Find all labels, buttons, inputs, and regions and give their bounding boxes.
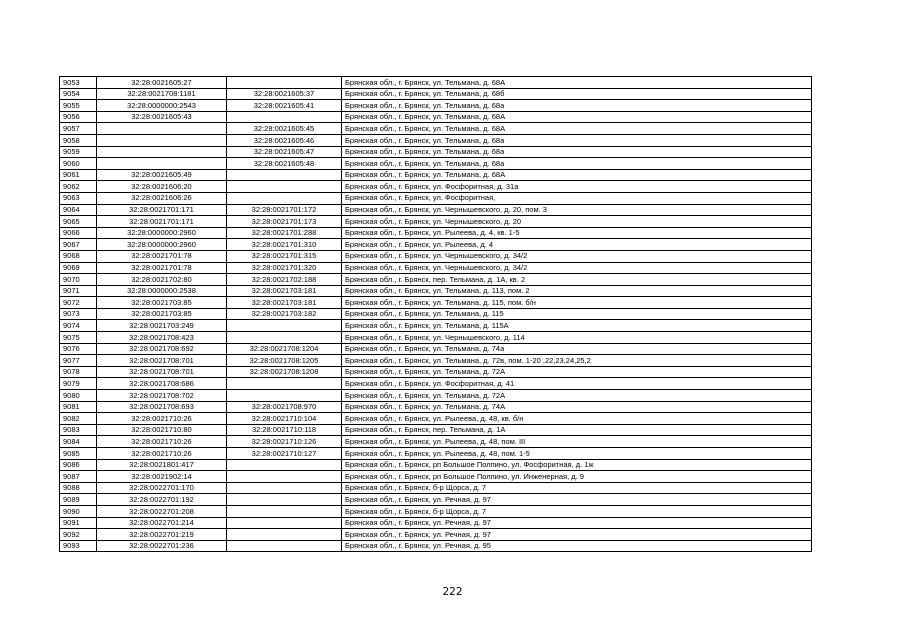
table-row (60, 436, 812, 448)
address-cell: Брянская обл., г. Брянск, ул. Тельмана, д. 72А (342, 366, 812, 378)
cadastral-number-cell: 32:28:0000000:2960 (97, 227, 227, 239)
record-number-cell: 9077 (60, 355, 97, 367)
record-number-cell: 9059 (60, 146, 97, 158)
related-cadastral-number-cell (227, 505, 342, 517)
related-cadastral-number-cell: 32:28:0021703:182 (227, 308, 342, 320)
table-row (60, 529, 812, 541)
table-row (60, 204, 812, 216)
cadastral-number-cell: 32:28:0021702:80 (97, 274, 227, 286)
related-cadastral-number-cell (227, 529, 342, 541)
table-row (60, 482, 812, 494)
cadastral-number-cell: 32:28:0021703:249 (97, 320, 227, 332)
address-cell: Брянская обл., г. Брянск, ул. Чернышевского, д. 20 (342, 216, 812, 228)
record-number-cell: 9056 (60, 111, 97, 123)
table-row (60, 100, 812, 112)
cadastral-number-cell: 32:28:0000000:2960 (97, 239, 227, 251)
cadastral-number-cell: 32:28:0021703:85 (97, 297, 227, 309)
page-number: 222 (442, 586, 463, 598)
related-cadastral-number-cell (227, 111, 342, 123)
related-cadastral-number-cell (227, 169, 342, 181)
cadastral-number-cell: 32:28:0021606:26 (97, 192, 227, 204)
address-cell: Брянская обл., г. Брянск, ул. Тельмана, д. 68А (342, 123, 812, 135)
table-row (60, 332, 812, 344)
table-row (60, 250, 812, 262)
related-cadastral-number-cell: 32:28:0021710:126 (227, 436, 342, 448)
cadastral-number-cell: 32:28:0022701:214 (97, 517, 227, 529)
table-row (60, 390, 812, 402)
related-cadastral-number-cell: 32:28:0021605:41 (227, 100, 342, 112)
cadastral-number-cell: 32:28:0000000:2543 (97, 100, 227, 112)
address-cell: Брянская обл., г. Брянск, ул. Тельмана, д. 68а (342, 100, 812, 112)
cadastral-number-cell: 32:28:0021902:14 (97, 471, 227, 483)
related-cadastral-number-cell: 32:28:0021605:45 (227, 123, 342, 135)
related-cadastral-number-cell: 32:28:0021605:48 (227, 158, 342, 170)
table-row (60, 262, 812, 274)
record-number-cell: 9087 (60, 471, 97, 483)
related-cadastral-number-cell: 32:28:0021701:172 (227, 204, 342, 216)
related-cadastral-number-cell: 32:28:0021605:37 (227, 88, 342, 100)
address-cell: Брянская обл., г. Брянск, ул. Тельмана, д. 115 (342, 308, 812, 320)
address-cell: Брянская обл., г. Брянск, ул. Речная, д. 97 (342, 529, 812, 541)
address-cell: Брянская обл., г. Брянск, ул. Тельмана, д. 68б (342, 88, 812, 100)
related-cadastral-number-cell (227, 378, 342, 390)
record-number-cell: 9074 (60, 320, 97, 332)
cadastral-number-cell: 32:28:0021606:20 (97, 181, 227, 193)
related-cadastral-number-cell: 32:28:0021702:188 (227, 274, 342, 286)
record-number-cell: 9066 (60, 227, 97, 239)
address-cell: Брянская обл., г. Брянск, ул. Тельмана, д. 115А (342, 320, 812, 332)
cadastral-number-cell (97, 134, 227, 146)
registry-table-body (60, 77, 812, 552)
address-cell: Брянская обл., г. Брянск, ул. Рылеева, д. 48, кв. б/н (342, 413, 812, 425)
related-cadastral-number-cell: 32:28:0021701:310 (227, 239, 342, 251)
related-cadastral-number-cell (227, 192, 342, 204)
cadastral-number-cell: 32:28:0000000:2538 (97, 285, 227, 297)
related-cadastral-number-cell (227, 181, 342, 193)
table-row (60, 146, 812, 158)
record-number-cell: 9058 (60, 134, 97, 146)
address-cell: Брянская обл., г. Брянск, ул. Тельмана, д. 72А (342, 390, 812, 402)
record-number-cell: 9093 (60, 540, 97, 552)
record-number-cell: 9065 (60, 216, 97, 228)
record-number-cell: 9078 (60, 366, 97, 378)
related-cadastral-number-cell (227, 517, 342, 529)
cadastral-number-cell: 32:28:0021701:171 (97, 204, 227, 216)
record-number-cell: 9075 (60, 332, 97, 344)
record-number-cell: 9083 (60, 424, 97, 436)
table-row (60, 297, 812, 309)
address-cell: Брянская обл., г. Брянск, ул. Чернышевского, д. 114 (342, 332, 812, 344)
record-number-cell: 9086 (60, 459, 97, 471)
record-number-cell: 9092 (60, 529, 97, 541)
address-cell: Брянская обл., г. Брянск, ул. Фосфоритная, д. 31а (342, 181, 812, 193)
address-cell: Брянская обл., г. Брянск, б-р Щорса, д. 7 (342, 505, 812, 517)
related-cadastral-number-cell: 32:28:0021701:320 (227, 262, 342, 274)
table-row (60, 424, 812, 436)
record-number-cell: 9079 (60, 378, 97, 390)
cadastral-number-cell: 32:28:0021708:701 (97, 366, 227, 378)
registry-table (59, 76, 812, 552)
record-number-cell: 9073 (60, 308, 97, 320)
cadastral-number-cell: 32:28:0021708:702 (97, 390, 227, 402)
table-row (60, 181, 812, 193)
address-cell: Брянская обл., г. Брянск, пер. Тельмана, д. 1А, кв. 2 (342, 274, 812, 286)
related-cadastral-number-cell: 32:28:0021703:181 (227, 285, 342, 297)
record-number-cell: 9076 (60, 343, 97, 355)
table-row (60, 158, 812, 170)
record-number-cell: 9085 (60, 448, 97, 460)
cadastral-number-cell (97, 146, 227, 158)
cadastral-number-cell: 32:28:0021605:49 (97, 169, 227, 181)
table-row (60, 227, 812, 239)
table-row (60, 355, 812, 367)
record-number-cell: 9070 (60, 274, 97, 286)
related-cadastral-number-cell (227, 482, 342, 494)
address-cell: Брянская обл., г. Брянск, б-р Щорса, д. 7 (342, 482, 812, 494)
address-cell: Брянская обл., г. Брянск, ул. Тельмана, д. 68а (342, 134, 812, 146)
cadastral-number-cell: 32:28:0021710:26 (97, 436, 227, 448)
cadastral-number-cell: 32:28:0021708:423 (97, 332, 227, 344)
record-number-cell: 9088 (60, 482, 97, 494)
related-cadastral-number-cell: 32:28:0021605:46 (227, 134, 342, 146)
related-cadastral-number-cell (227, 494, 342, 506)
related-cadastral-number-cell: 32:28:0021703:181 (227, 297, 342, 309)
table-row (60, 134, 812, 146)
record-number-cell: 9089 (60, 494, 97, 506)
table-row (60, 77, 812, 89)
related-cadastral-number-cell: 32:28:0021605:47 (227, 146, 342, 158)
record-number-cell: 9057 (60, 123, 97, 135)
record-number-cell: 9067 (60, 239, 97, 251)
address-cell: Брянская обл., г. Брянск, ул. Рылеева, д. 4, кв. 1-5 (342, 227, 812, 239)
table-row (60, 123, 812, 135)
table-row (60, 285, 812, 297)
address-cell: Брянская обл., г. Брянск, ул. Рылеева, д. 48, пом. 1-5 (342, 448, 812, 460)
record-number-cell: 9091 (60, 517, 97, 529)
address-cell: Брянская обл., г. Брянск, ул. Тельмана, д. 113, пом. 2 (342, 285, 812, 297)
related-cadastral-number-cell: 32:28:0021708:1208 (227, 366, 342, 378)
cadastral-number-cell: 32:28:0021701:171 (97, 216, 227, 228)
address-cell: Брянская обл., г. Брянск, ул. Рылеева, д. 4 (342, 239, 812, 251)
address-cell: Брянская обл., г. Брянск, ул. Тельмана, д. 115, пом. б/н (342, 297, 812, 309)
related-cadastral-number-cell (227, 540, 342, 552)
related-cadastral-number-cell: 32:28:0021710:118 (227, 424, 342, 436)
related-cadastral-number-cell (227, 320, 342, 332)
related-cadastral-number-cell: 32:28:0021708:1205 (227, 355, 342, 367)
cadastral-number-cell: 32:28:0021708:686 (97, 378, 227, 390)
table-row (60, 413, 812, 425)
address-cell: Брянская обл., г. Брянск, ул. Речная, д. 97 (342, 494, 812, 506)
record-number-cell: 9062 (60, 181, 97, 193)
address-cell: Брянская обл., г. Брянск, ул. Тельмана, д. 68а (342, 158, 812, 170)
record-number-cell: 9055 (60, 100, 97, 112)
cadastral-number-cell: 32:28:0021708:701 (97, 355, 227, 367)
related-cadastral-number-cell (227, 471, 342, 483)
cadastral-number-cell: 32:28:0021710:26 (97, 448, 227, 460)
address-cell: Брянская обл., г. Брянск, ул. Тельмана, д. 68А (342, 77, 812, 89)
related-cadastral-number-cell: 32:28:0021710:104 (227, 413, 342, 425)
record-number-cell: 9081 (60, 401, 97, 413)
cadastral-number-cell: 32:28:0021703:85 (97, 308, 227, 320)
table-row (60, 471, 812, 483)
table-row (60, 169, 812, 181)
record-number-cell: 9053 (60, 77, 97, 89)
cadastral-number-cell: 32:28:0021701:78 (97, 262, 227, 274)
table-row (60, 308, 812, 320)
cadastral-number-cell: 32:28:0021605:43 (97, 111, 227, 123)
address-cell: Брянская обл., г. Брянск, ул. Речная, д. 95 (342, 540, 812, 552)
related-cadastral-number-cell: 32:28:0021708:970 (227, 401, 342, 413)
table-row (60, 494, 812, 506)
address-cell: Брянская обл., г. Брянск, ул. Чернышевского, д. 34/2 (342, 262, 812, 274)
address-cell: Брянская обл., г. Брянск, ул. Фосфоритная, д. 41 (342, 378, 812, 390)
table-row (60, 274, 812, 286)
table-row (60, 459, 812, 471)
address-cell: Брянская обл., г. Брянск, ул. Речная, д. 97 (342, 517, 812, 529)
record-number-cell: 9080 (60, 390, 97, 402)
record-number-cell: 9064 (60, 204, 97, 216)
related-cadastral-number-cell: 32:28:0021710:127 (227, 448, 342, 460)
cadastral-number-cell: 32:28:0021701:78 (97, 250, 227, 262)
cadastral-number-cell (97, 158, 227, 170)
record-number-cell: 9090 (60, 505, 97, 517)
address-cell: Брянская обл., г. Брянск, рп Большое Полпино, ул. Инженерная, д. 9 (342, 471, 812, 483)
address-cell: Брянская обл., г. Брянск, ул. Чернышевского, д. 34/2 (342, 250, 812, 262)
table-row (60, 343, 812, 355)
cadastral-number-cell: 32:28:0021708:1181 (97, 88, 227, 100)
record-number-cell: 9063 (60, 192, 97, 204)
table-row (60, 448, 812, 460)
record-number-cell: 9082 (60, 413, 97, 425)
table-row (60, 401, 812, 413)
related-cadastral-number-cell (227, 77, 342, 89)
related-cadastral-number-cell (227, 332, 342, 344)
address-cell: Брянская обл., г. Брянск, ул. Фосфоритная, (342, 192, 812, 204)
record-number-cell: 9054 (60, 88, 97, 100)
record-number-cell: 9071 (60, 285, 97, 297)
related-cadastral-number-cell: 32:28:0021701:288 (227, 227, 342, 239)
cadastral-number-cell: 32:28:0022701:208 (97, 505, 227, 517)
related-cadastral-number-cell (227, 390, 342, 402)
table-row (60, 216, 812, 228)
table-row (60, 517, 812, 529)
record-number-cell: 9061 (60, 169, 97, 181)
table-row (60, 320, 812, 332)
table-row (60, 111, 812, 123)
cadastral-number-cell: 32:28:0021801:417 (97, 459, 227, 471)
address-cell: Брянская обл., г. Брянск, ул. Тельмана, д. 72в, пом. 1-20 ,22,23,24,25,2 (342, 355, 812, 367)
table-row (60, 378, 812, 390)
table-row (60, 239, 812, 251)
cadastral-number-cell: 32:28:0022701:236 (97, 540, 227, 552)
cadastral-number-cell: 32:28:0022701:192 (97, 494, 227, 506)
cadastral-number-cell: 32:28:0021708:693 (97, 401, 227, 413)
cadastral-number-cell: 32:28:0021710:26 (97, 413, 227, 425)
table-row (60, 366, 812, 378)
record-number-cell: 9084 (60, 436, 97, 448)
record-number-cell: 9060 (60, 158, 97, 170)
related-cadastral-number-cell: 32:28:0021701:173 (227, 216, 342, 228)
address-cell: Брянская обл., г. Брянск, ул. Тельмана, д. 74А (342, 401, 812, 413)
cadastral-number-cell: 32:28:0021710:80 (97, 424, 227, 436)
table-row (60, 505, 812, 517)
cadastral-number-cell: 32:28:0022701:219 (97, 529, 227, 541)
address-cell: Брянская обл., г. Брянск, рп Большое Полпино, ул. Фосфоритная, д. 1ж (342, 459, 812, 471)
related-cadastral-number-cell: 32:28:0021701:315 (227, 250, 342, 262)
cadastral-number-cell: 32:28:0022701:170 (97, 482, 227, 494)
table-row (60, 540, 812, 552)
cadastral-number-cell: 32:28:0021605:27 (97, 77, 227, 89)
related-cadastral-number-cell (227, 459, 342, 471)
address-cell: Брянская обл., г. Брянск, ул. Тельмана, д. 68А (342, 111, 812, 123)
address-cell: Брянская обл., г. Брянск, ул. Рылеева, д. 48, пом. III (342, 436, 812, 448)
table-row (60, 192, 812, 204)
record-number-cell: 9072 (60, 297, 97, 309)
related-cadastral-number-cell: 32:28:0021708:1204 (227, 343, 342, 355)
record-number-cell: 9068 (60, 250, 97, 262)
address-cell: Брянская обл., г. Брянск, ул. Тельмана, д. 74а (342, 343, 812, 355)
cadastral-number-cell (97, 123, 227, 135)
record-number-cell: 9069 (60, 262, 97, 274)
table-row (60, 88, 812, 100)
cadastral-number-cell: 32:28:0021708:692 (97, 343, 227, 355)
address-cell: Брянская обл., г. Брянск, ул. Тельмана, д. 68а (342, 146, 812, 158)
address-cell: Брянская обл., г. Брянск, пер. Тельмана, д. 1А (342, 424, 812, 436)
address-cell: Брянская обл., г. Брянск, ул. Чернышевского, д. 20, пом. 3 (342, 204, 812, 216)
address-cell: Брянская обл., г. Брянск, ул. Тельмана, д. 68А (342, 169, 812, 181)
